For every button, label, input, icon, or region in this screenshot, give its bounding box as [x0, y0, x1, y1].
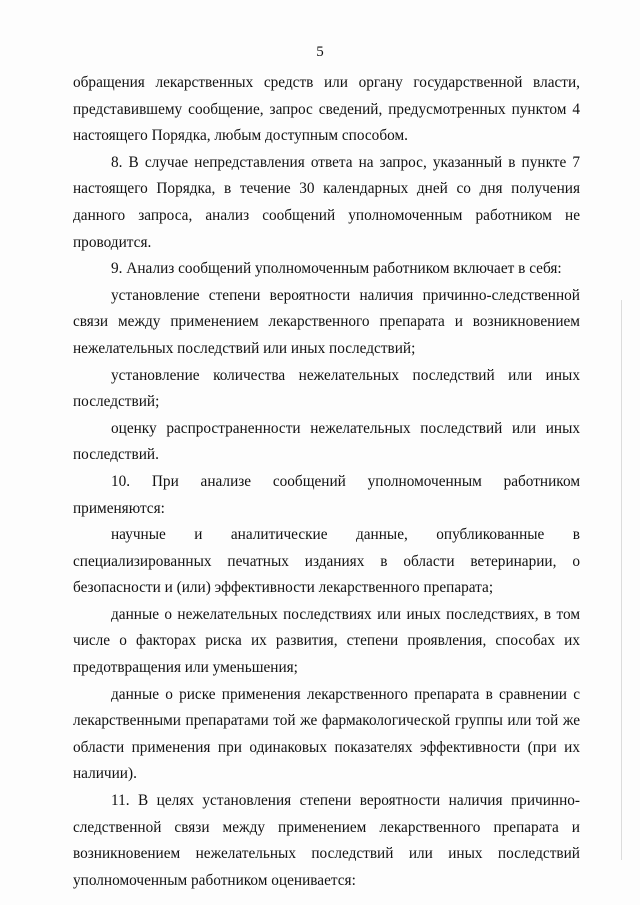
paragraph-item-10-c: данные о риске применения лекарственного препарата в сравнении с лекарственными препаратами той же фармакологической группы или той же области применения при одинаковых показателях эффективности (при их наличии). — [73, 685, 580, 783]
paragraph-item-10-b: данные о нежелательных последствиях или иных последствиях, в том числе о факторах риска их развития, степени проявления, способах их предотвращения или уменьшения; — [73, 605, 580, 677]
paragraph-item-10: 10. При анализе сообщений уполномоченным работником применяются: — [73, 472, 580, 517]
paragraph-item-10-a: научные и аналитические данные, опубликованные в специализированных печатных изданиях в области ветеринарии, о безопасности и (или) эффективности лекарственного препарата; — [73, 526, 580, 597]
page-number: 5 — [316, 44, 324, 60]
paragraph-item-11: 11. В целях установления степени вероятности наличия причинно-следственной связи между применением лекарственного препарата и возникновением нежелательных последствий или иных последствий уполномоченным работником оценивается: — [73, 792, 580, 889]
paragraph-item-9-c: оценку распространенности нежелательных последствий или иных последствий. — [73, 419, 580, 464]
paragraph-item-9: 9. Анализ сообщений уполномоченным работником включает в себя: — [111, 260, 562, 278]
paragraph-item-9-a: установление степени вероятности наличия причинно-следственной связи между применением лекарственного препарата и возникновением нежелательных последствий или иных последствий; — [73, 286, 580, 357]
paragraph-item-8: 8. В случае непредставления ответа на запрос, указанный в пункте 7 настоящего Порядка, в течение 30 календарных дней со дня получения данного запроса, анализ сообщений уполномоченным работником не проводится. — [73, 153, 580, 251]
document-body — [73, 70, 580, 894]
paragraph-continuation: обращения лекарственных средств или органу государственной власти, представившему сообщение, запрос сведений, предусмотренных пунктом 4 настоящего Порядка, любым доступным способом. — [73, 74, 580, 145]
paragraph-item-9-b: установление количества нежелательных последствий или иных последствий; — [73, 366, 580, 411]
scan-artifact-line — [621, 300, 622, 860]
